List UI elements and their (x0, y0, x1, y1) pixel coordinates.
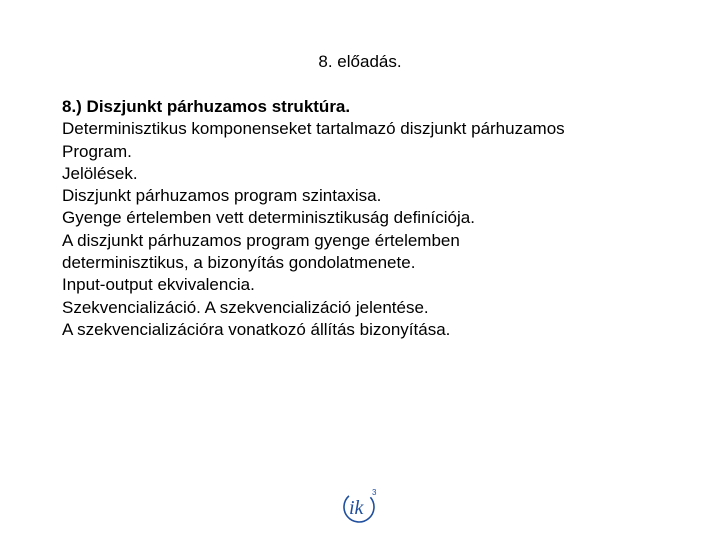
content-line: Input-output ekvivalencia. (62, 275, 255, 295)
logo-superscript: 3 (372, 488, 377, 497)
content-line: Program. (62, 141, 132, 161)
content-line: Jelölések. (62, 163, 138, 183)
content-line: Gyenge értelemben vett determinisztikuság definíciója. (62, 208, 475, 228)
slide-content (62, 96, 702, 341)
slide-title: 8. előadás. (318, 52, 402, 71)
section-heading: 8.) Diszjunkt párhuzamos struktúra. (62, 97, 351, 116)
content-line: Determinisztikus komponenseket tartalmazó diszjunkt párhuzamos (62, 119, 565, 139)
content-line: determinisztikus, a bizonyítás gondolatmenete. (62, 253, 416, 273)
content-line: Szekvencializáció. A szekvencializáció jelentése. (62, 297, 429, 317)
content-line: Diszjunkt párhuzamos program szintaxisa. (62, 186, 382, 206)
content-line: A szekvencializációra vonatkozó állítás bizonyítása. (62, 319, 451, 339)
content-line: A diszjunkt párhuzamos program gyenge értelemben (62, 230, 460, 250)
logo-text: ik (349, 497, 364, 519)
ik-logo-icon (338, 484, 382, 528)
